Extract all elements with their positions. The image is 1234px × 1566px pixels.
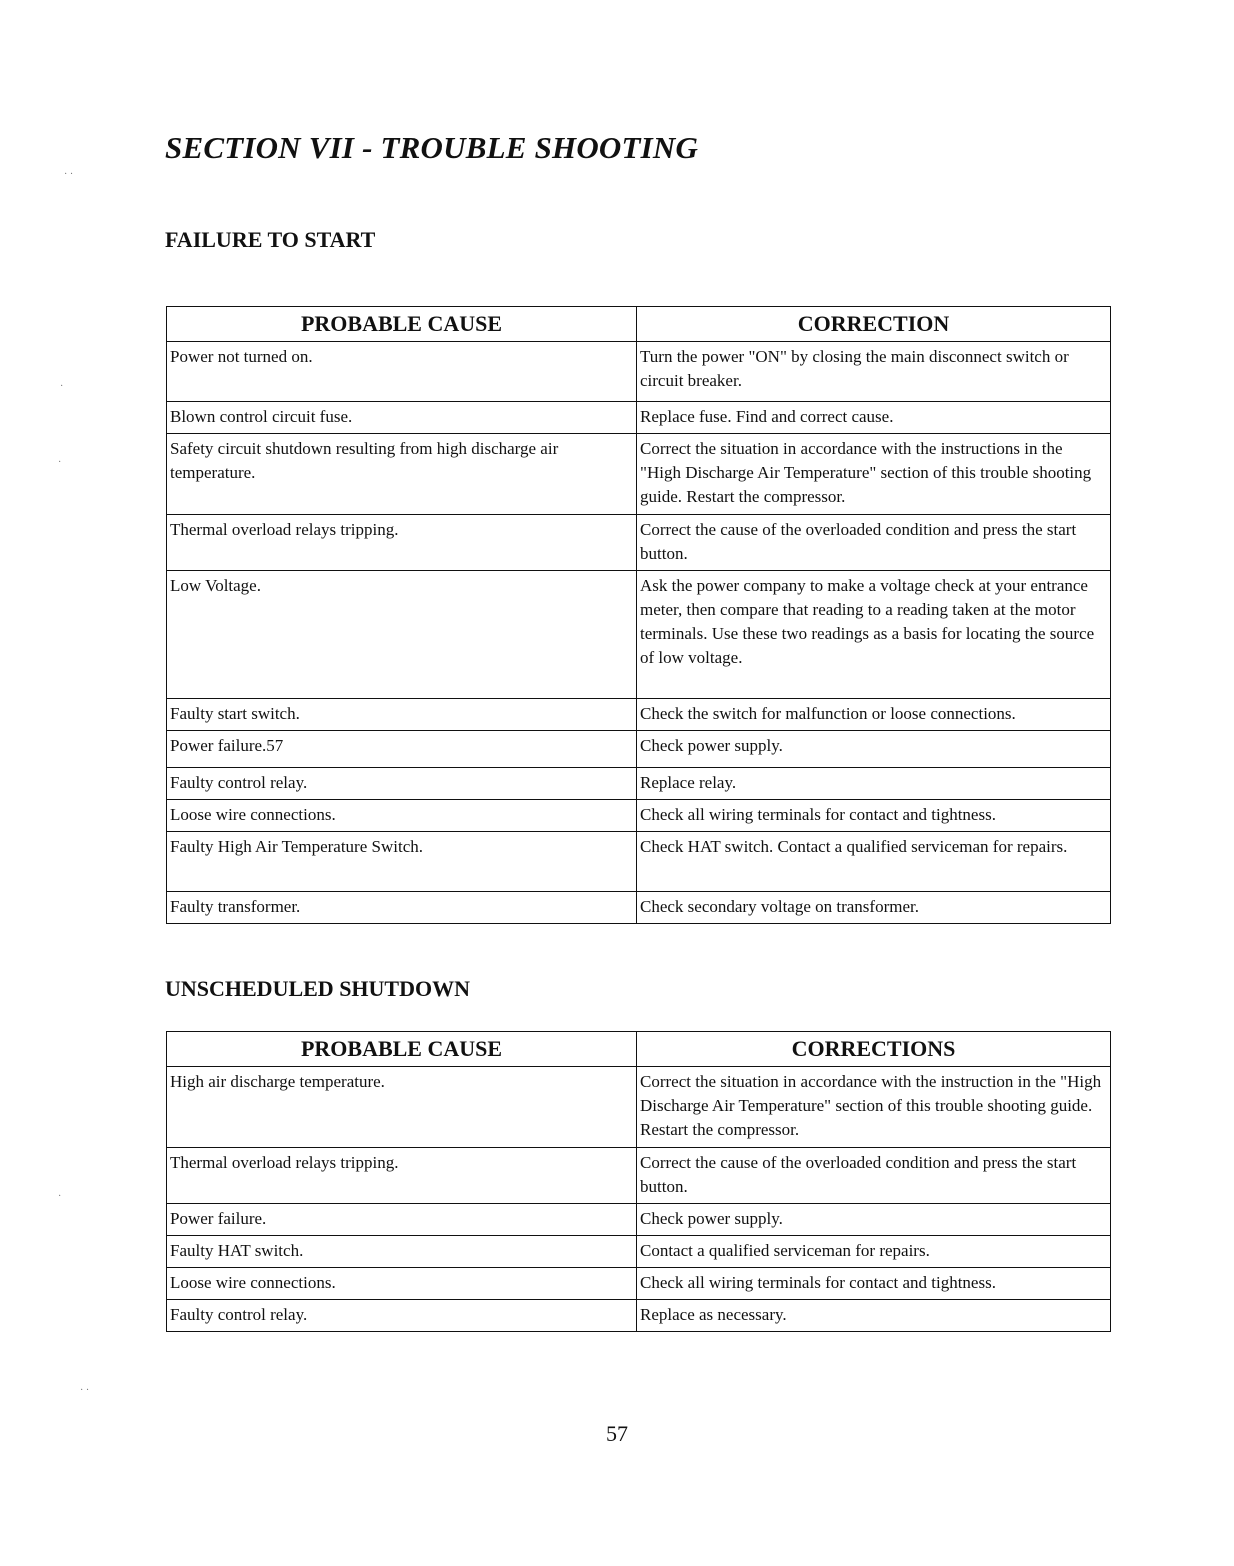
scan-speck-mark: · [60, 381, 64, 392]
correction-cell: Correct the situation in accordance with the instructions in the "High Discharge Air Temperature" section of this trouble shooting guide. Restart the compressor. [637, 434, 1111, 515]
table-row [167, 515, 1111, 571]
correction-cell: Replace as necessary. [637, 1300, 1111, 1332]
cause-cell: Loose wire connections. [167, 1268, 637, 1300]
table-row [167, 699, 1111, 731]
column-header-correction: CORRECTION [637, 307, 1111, 342]
table-row [167, 1067, 1111, 1148]
correction-cell: Correct the cause of the overloaded condition and press the start button. [637, 1148, 1111, 1204]
correction-cell: Correct the situation in accordance with the instruction in the "High Discharge Air Temperature" section of this trouble shooting guide. Restart the compressor. [637, 1067, 1111, 1148]
correction-cell: Check HAT switch. Contact a qualified serviceman for repairs. [637, 832, 1111, 892]
table-row [167, 892, 1111, 924]
correction-cell: Check the switch for malfunction or loose connections. [637, 699, 1111, 731]
table-row [167, 731, 1111, 768]
table-row [167, 1204, 1111, 1236]
table-row [167, 832, 1111, 892]
table-header-row [167, 307, 1111, 342]
cause-cell: Faulty High Air Temperature Switch. [167, 832, 637, 892]
correction-cell: Check power supply. [637, 731, 1111, 768]
correction-cell: Correct the cause of the overloaded condition and press the start button. [637, 515, 1111, 571]
failure-to-start-heading: FAILURE TO START [165, 227, 376, 252]
column-header-probable-cause: PROBABLE CAUSE [167, 1032, 637, 1067]
correction-cell: Check power supply. [637, 1204, 1111, 1236]
cause-cell: Faulty control relay. [167, 768, 637, 800]
scan-speck-mark: · · [64, 169, 74, 180]
table-row [167, 342, 1111, 402]
correction-cell: Check secondary voltage on transformer. [637, 892, 1111, 924]
cause-cell: Thermal overload relays tripping. [167, 515, 637, 571]
cause-cell: Blown control circuit fuse. [167, 402, 637, 434]
cause-cell: Thermal overload relays tripping. [167, 1148, 637, 1204]
table-row [167, 402, 1111, 434]
section-title: SECTION VII - TROUBLE SHOOTING [165, 130, 699, 165]
unscheduled-shutdown-heading: UNSCHEDULED SHUTDOWN [165, 976, 470, 1001]
scan-speck-mark: · · [80, 1385, 90, 1396]
cause-cell: Faulty HAT switch. [167, 1236, 637, 1268]
cause-cell: Low Voltage. [167, 571, 637, 699]
failure-to-start-table [166, 306, 1111, 924]
cause-cell: Power failure.57 [167, 731, 637, 768]
table-row [167, 1300, 1111, 1332]
unscheduled-shutdown-table [166, 1031, 1111, 1332]
table-row [167, 768, 1111, 800]
table-row [167, 1148, 1111, 1204]
table-row [167, 571, 1111, 699]
correction-cell: Check all wiring terminals for contact and tightness. [637, 1268, 1111, 1300]
correction-cell: Replace relay. [637, 768, 1111, 800]
cause-cell: Faulty transformer. [167, 892, 637, 924]
table-row [167, 1268, 1111, 1300]
table-row [167, 800, 1111, 832]
column-header-probable-cause: PROBABLE CAUSE [167, 307, 637, 342]
cause-cell: Faulty start switch. [167, 699, 637, 731]
table-row [167, 1236, 1111, 1268]
scan-speck-mark: · [58, 1191, 62, 1202]
table-header-row [167, 1032, 1111, 1067]
page-number: 57 [606, 1421, 628, 1446]
correction-cell: Replace fuse. Find and correct cause. [637, 402, 1111, 434]
cause-cell: Safety circuit shutdown resulting from high discharge air temperature. [167, 434, 637, 515]
correction-cell: Turn the power "ON" by closing the main disconnect switch or circuit breaker. [637, 342, 1111, 402]
correction-cell: Contact a qualified serviceman for repairs. [637, 1236, 1111, 1268]
column-header-corrections: CORRECTIONS [637, 1032, 1111, 1067]
cause-cell: High air discharge temperature. [167, 1067, 637, 1148]
cause-cell: Power failure. [167, 1204, 637, 1236]
correction-cell: Ask the power company to make a voltage check at your entrance meter, then compare that reading to a reading taken at the motor terminals. Use these two readings as a basis for locating the source of low voltage. [637, 571, 1111, 699]
scan-speck-mark: · [58, 457, 62, 468]
cause-cell: Power not turned on. [167, 342, 637, 402]
table-row [167, 434, 1111, 515]
cause-cell: Faulty control relay. [167, 1300, 637, 1332]
cause-cell: Loose wire connections. [167, 800, 637, 832]
correction-cell: Check all wiring terminals for contact and tightness. [637, 800, 1111, 832]
